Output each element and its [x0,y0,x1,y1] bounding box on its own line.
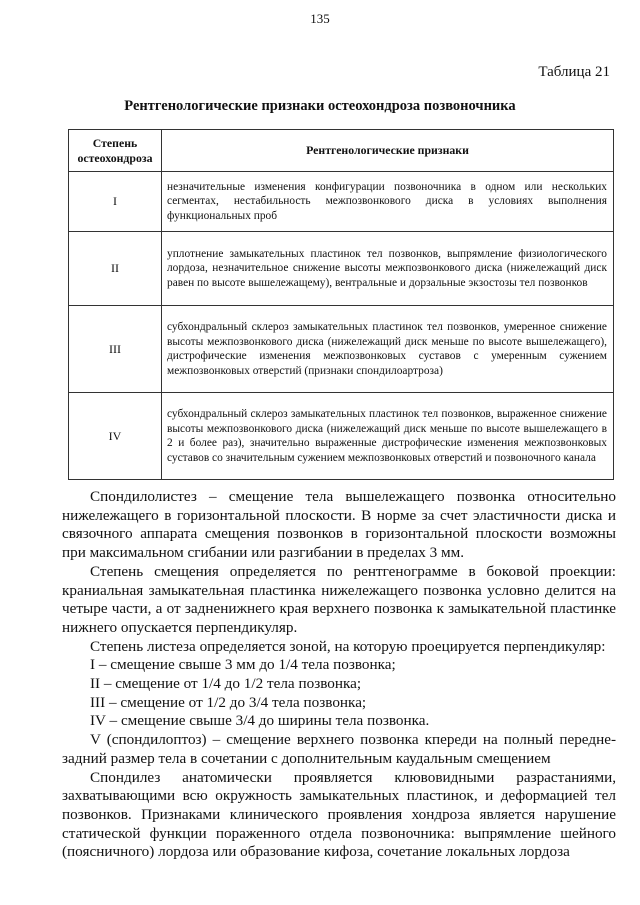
degree-cell: III [69,306,162,393]
degree-cell: IV [69,393,162,480]
signs-cell: уплотнение замыкательных пластинок тел позвонков, выпрямление физиологического лордоза, незначительное снижение высоты межпозвонкового диска (нижележащий диск равен по высоте вышележащему), вентральные и дорзальные экзостозы тел позвонков [162,232,614,306]
degree-cell: I [69,172,162,232]
signs-cell: субхондральный склероз замыкательных пластинок тел позвонков, умеренное снижение высоты межпозвонкового диска (нижележащий диск меньше по высоте вышележащего), дистрофические изменения межпозвонковых суставов с умеренным сужением межпозвонковых отверстий (признаки спондилоартроза) [162,306,614,393]
header-signs: Рентгенологические признаки [162,130,614,172]
paragraph-spondylosis: Спондилез анатомически проявляется клювовидными разрастаниями, захватывающими всю окружность замыкательных пластинок, и деформацией тел позвонков. Признаками клинического проявления хондроза является нарушение статической функции пораженного отдела позвоночника: выпрямление шейного (поясничного) лордоза или образование кифоза, сочетание локальных лордоза [62,768,616,861]
osteochondrosis-table [68,129,614,480]
table-label: Таблица 21 [538,64,610,80]
table-row [69,232,614,306]
table-header-row [69,130,614,172]
header-degree: Степень остеохондроза [69,130,162,172]
list-item-grade-4: IV – смещение свыше 3/4 до ширины тела позвонка. [90,712,430,730]
paragraph-displacement-degree: Степень смещения определяется по рентгенограмме в боковой проекции: краниальная замыкательная пластинка нижележащего позвонка условно делится на четыре части, а от задненижнего края верхнего позвонка к замыкательной пластинке нижнего опускается перпендикуляр. [62,562,616,636]
list-item-grade-2: II – смещение от 1/4 до 1/2 тела позвонка; [90,675,362,693]
list-item-grade-1: I – смещение свыше 3 мм до 1/4 тела позвонка; [90,656,396,674]
paragraph-spondylolisthesis: Спондилолистез – смещение тела вышележащего позвонка относительно нижележащего в горизонтальной плоскости. В норме за счет эластичности диска и связочного аппарата смещения позвонков в горизонтальной плоскости возможны при максимальном сгибании или разгибании в пределах 3 мм. [62,488,616,562]
signs-cell: незначительные изменения конфигурации позвоночника в одном или нескольких сегментах, нестабильность межпозвонкового диска в условиях выполнения функциональных проб [162,172,614,232]
list-item-grade-5: V (спондилоптоз) – смещение верхнего позвонка кпереди на полный передне-задний размер тела в сочетании с дополнительным каудальным смещением [62,731,616,767]
table-row [69,306,614,393]
table-row [69,172,614,232]
table-row [69,393,614,480]
page-number: 135 [310,11,330,26]
paragraph-listhesis-degree: Степень листеза определяется зоной, на которую проецируется перпендикуляр: [90,637,606,655]
table-title: Рентгенологические признаки остеохондроза позвоночника [124,98,516,114]
list-item-grade-3: III – смещение от 1/2 до 3/4 тела позвонка; [90,693,367,711]
degree-cell: II [69,232,162,306]
body-text [62,488,616,862]
signs-cell: субхондральный склероз замыкательных пластинок тел позвонков, выраженное снижение высоты межпозвонкового диска (нижележащий диск меньше по высоте вышележащего в 2 и более раз), значительно выраженные дистрофические изменения межпозвонковых суставов со значительным сужением межпозвонковых отверстий и позвоночного канала [162,393,614,480]
